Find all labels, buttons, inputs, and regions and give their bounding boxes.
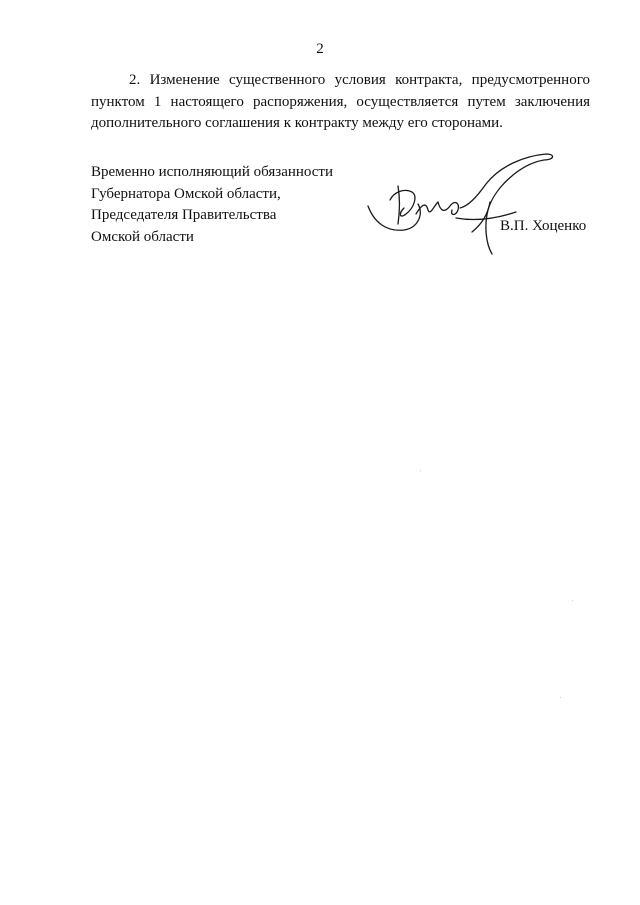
signatory-position-line: Омской области: [91, 228, 194, 245]
signatory-position-line: Временно исполняющий обязанности: [91, 164, 334, 180]
scan-speck: [560, 697, 561, 698]
page-number: 2: [316, 41, 324, 57]
body-paragraph: 2. Изменение существенного условия контракта, предусмотренного пунктом 1 настоящего распоряжения, осуществляется путем заключения дополнительного соглашения к контракту между его сторонами.: [91, 72, 590, 131]
signatory-name: В.П. Хоценко: [500, 218, 587, 234]
scan-speck: [420, 470, 421, 471]
signatory-position-line: Губернатора Омской области,: [91, 185, 281, 202]
signatory-position: [91, 162, 351, 248]
signatory-position-line: Председателя Правительства: [91, 207, 277, 223]
scan-speck: [572, 600, 573, 601]
handwritten-signature-icon: [360, 148, 570, 258]
